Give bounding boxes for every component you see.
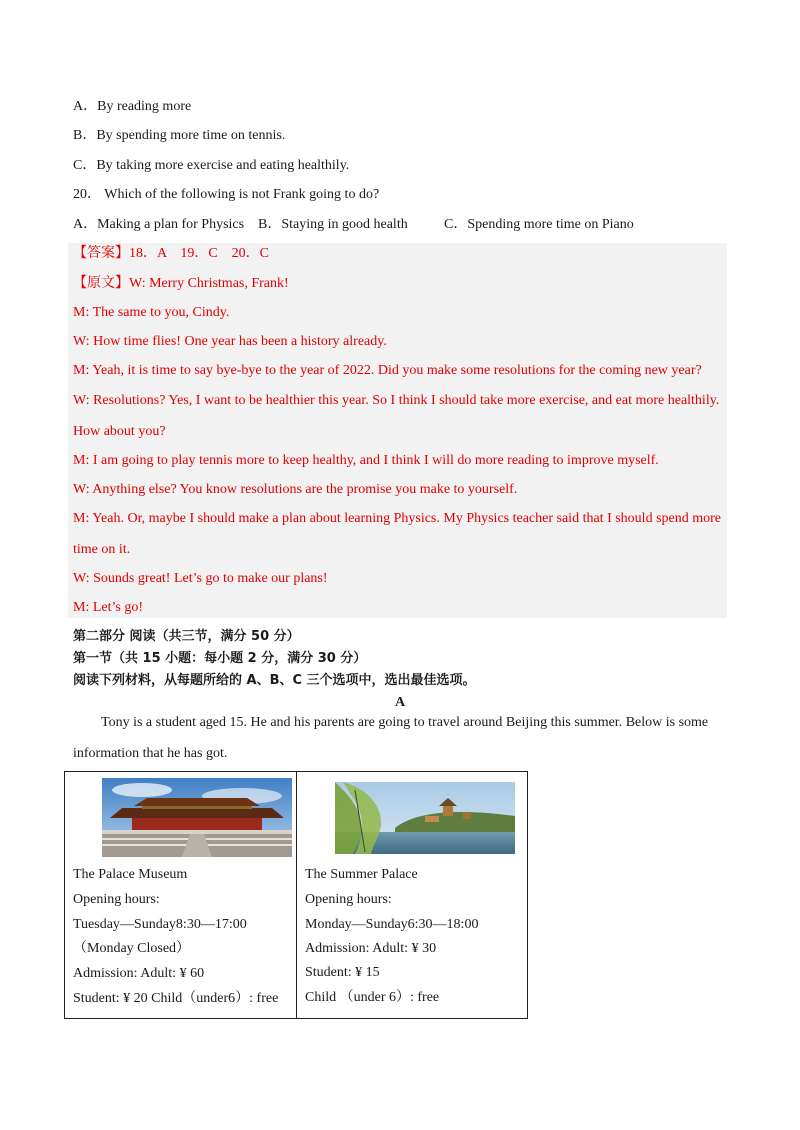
answer-transcript-box <box>68 243 727 618</box>
answer-text: 18．A 19．C 20．C <box>129 246 270 261</box>
passage-line-1: Tony is a student aged 15. He and his parents are going to travel around Beijing this summer. Below is some <box>101 715 709 730</box>
palace-museum-name: The Palace Museum <box>73 867 188 882</box>
transcript-line: M: Let’s go! <box>73 600 143 615</box>
section-instruction: 阅读下列材料，从每题所给的 A、B、C 三个选项中，选出最佳选项。 <box>73 673 476 688</box>
summer-palace-hours-label: Opening hours: <box>305 892 392 907</box>
transcript-line: time on it. <box>73 542 131 557</box>
transcript-line: How about you? <box>73 424 166 439</box>
transcript-line: M: Yeah. Or, maybe I should make a plan about learning Physics. My Physics teacher said that I should spend more <box>73 511 721 526</box>
transcript-line: M: Yeah, it is time to say bye-bye to the year of 2022. Did you make some resolutions for the coming new year? <box>73 363 702 378</box>
palace-museum-closed: （Monday Closed） <box>73 941 191 956</box>
transcript-line: W: How time flies! One year has been a history already. <box>73 334 387 349</box>
attraction-info-table <box>64 771 528 1019</box>
summer-palace-adult-price: Admission: Adult: ¥ 30 <box>305 941 437 956</box>
option-19-a: A．By reading more <box>73 99 192 114</box>
summer-palace-name: The Summer Palace <box>305 867 418 882</box>
passage-label: A <box>394 695 406 710</box>
summer-palace-cell <box>296 772 527 1018</box>
palace-museum-photo <box>102 778 292 857</box>
section-subsection-heading: 第一节（共 15 小题：每小题 2 分，满分 30 分） <box>73 651 367 666</box>
palace-museum-hours: Tuesday—Sunday8:30—17:00 <box>73 917 247 932</box>
transcript-line: W: Sounds great! Let’s go to make our plans! <box>73 571 328 586</box>
summer-palace-child-price: Child （under 6）: free <box>305 990 440 1005</box>
transcript-line: W: Resolutions? Yes, I want to be healthier this year. So I think I should take more exercise, and eat more healthily. <box>73 393 720 408</box>
option-20-a: A．Making a plan for Physics <box>73 217 245 232</box>
palace-museum-student-child-price: Student: ¥ 20 Child（under6）: free <box>73 991 279 1006</box>
transcript-line: M: I am going to play tennis more to keep healthy, and I think I will do more reading to improve myself. <box>73 453 659 468</box>
answer-line <box>73 245 269 263</box>
option-20-b: B．Staying in good health <box>258 217 408 232</box>
transcript-first: W: Merry Christmas, Frank! <box>129 276 289 291</box>
question-20: 20． Which of the following is not Frank going to do? <box>73 187 380 202</box>
transcript-line: W: Anything else? You know resolutions are the promise you make to yourself. <box>73 482 518 497</box>
palace-museum-cell <box>65 772 296 1018</box>
summer-palace-photo <box>335 782 515 854</box>
passage-line-2: information that he has got. <box>73 746 228 761</box>
palace-museum-hours-label: Opening hours: <box>73 892 160 907</box>
option-19-b: B．By spending more time on tennis. <box>73 128 286 143</box>
palace-museum-adult-price: Admission: Adult: ¥ 60 <box>73 966 205 981</box>
option-20-c: C．Spending more time on Piano <box>444 217 634 232</box>
summer-palace-student-price: Student: ¥ 15 <box>305 965 380 980</box>
section-part-heading: 第二部分 阅读（共三节，满分 50 分） <box>73 629 300 644</box>
transcript-first-line <box>73 275 289 293</box>
transcript-line: M: The same to you, Cindy. <box>73 305 230 320</box>
transcript-tag: 【原文】 <box>73 276 129 291</box>
option-19-c: C．By taking more exercise and eating healthily. <box>73 158 350 173</box>
answer-tag: 【答案】 <box>73 246 129 261</box>
summer-palace-hours: Monday—Sunday6:30—18:00 <box>305 917 479 932</box>
